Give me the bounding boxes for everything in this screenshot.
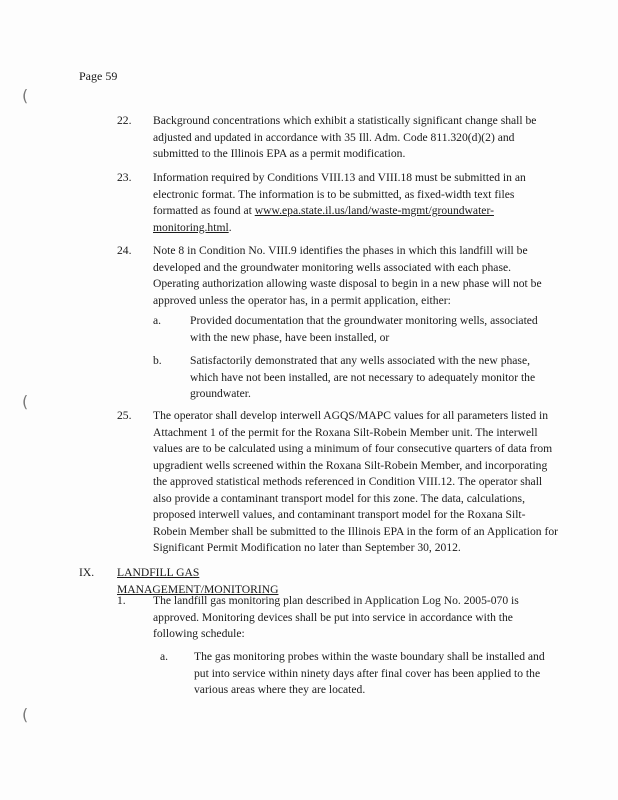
- punch-hole-mark-middle: (: [22, 392, 29, 411]
- item-number: 22.: [117, 114, 132, 127]
- item-text-before: Information required by Conditions VIII.13 and VIII.18 must be submitted in an electronic format. The information is to be submitted, as fixed-width text files formatted as found at: [153, 171, 526, 217]
- item-number: 24.: [117, 244, 132, 257]
- section-title: LANDFILL GAS MANAGEMENT/MONITORING: [117, 566, 279, 596]
- item-number: 23.: [117, 171, 132, 184]
- item-text: [153, 170, 553, 236]
- item-number: 1.: [117, 594, 126, 607]
- item-text: The landfill gas monitoring plan described in Application Log No. 2005-070 is approved. Monitoring devices shall be put into service in accordance with the following schedule:: [153, 594, 519, 640]
- punch-hole-mark-top: (: [22, 86, 29, 105]
- item-text: Provided documentation that the groundwater monitoring wells, associated with the new phase, have been installed, or: [190, 314, 538, 344]
- page-number: Page 59: [79, 69, 118, 83]
- item-number: 25.: [117, 409, 132, 422]
- item-letter: a.: [160, 650, 169, 663]
- punch-hole-mark-bottom: (: [22, 705, 29, 724]
- groundwater-monitoring-url: www.epa.state.il.us/land/waste-mgmt/groundwater-monitoring.html: [153, 204, 494, 234]
- item-letter: b.: [153, 354, 162, 367]
- item-text: Background concentrations which exhibit a statistically significant change shall be adjusted and updated in accordance with 35 Ill. Adm. Code 811.320(d)(2) and submitted to the Illinois EPA as a permit modification.: [153, 114, 537, 160]
- section-number: IX.: [79, 566, 95, 579]
- item-letter: a.: [153, 314, 162, 327]
- item-text: The gas monitoring probes within the waste boundary shall be installed and put into service within ninety days after final cover has been applied to the various areas where they are located.: [194, 650, 545, 696]
- item-text: Satisfactorily demonstrated that any wells associated with the new phase, which have not been installed, are not necessary to adequately monitor the groundwater.: [190, 354, 536, 400]
- item-text-after: .: [228, 220, 232, 234]
- item-text: The operator shall develop interwell AGQS/MAPC values for all parameters listed in Attachment 1 of the permit for the Roxana Silt-Robein Member unit. The interwell values are to be calculated using a minimum of four consecutive quarters of data from upgradient wells screened within the Roxana Silt-Robein Member, and incorporating the approved statistical methods referenced in Condition VIII.12. The operator shall also provide a contaminant transport model for this zone. The data, calculations, proposed interwell values, and contaminant transport model for the Roxana Silt-Robein Member shall be submitted to the Illinois EPA in the form of an Application for Significant Permit Modification no later than September 30, 2012.: [153, 409, 558, 554]
- item-text: Note 8 in Condition No. VIII.9 identifies the phases in which this landfill will be developed and the groundwater monitoring wells associated with each phase. Operating authorization allowing waste disposal to begin in a new phase will not be approved unless the operator has, in a permit application, either:: [153, 244, 542, 307]
